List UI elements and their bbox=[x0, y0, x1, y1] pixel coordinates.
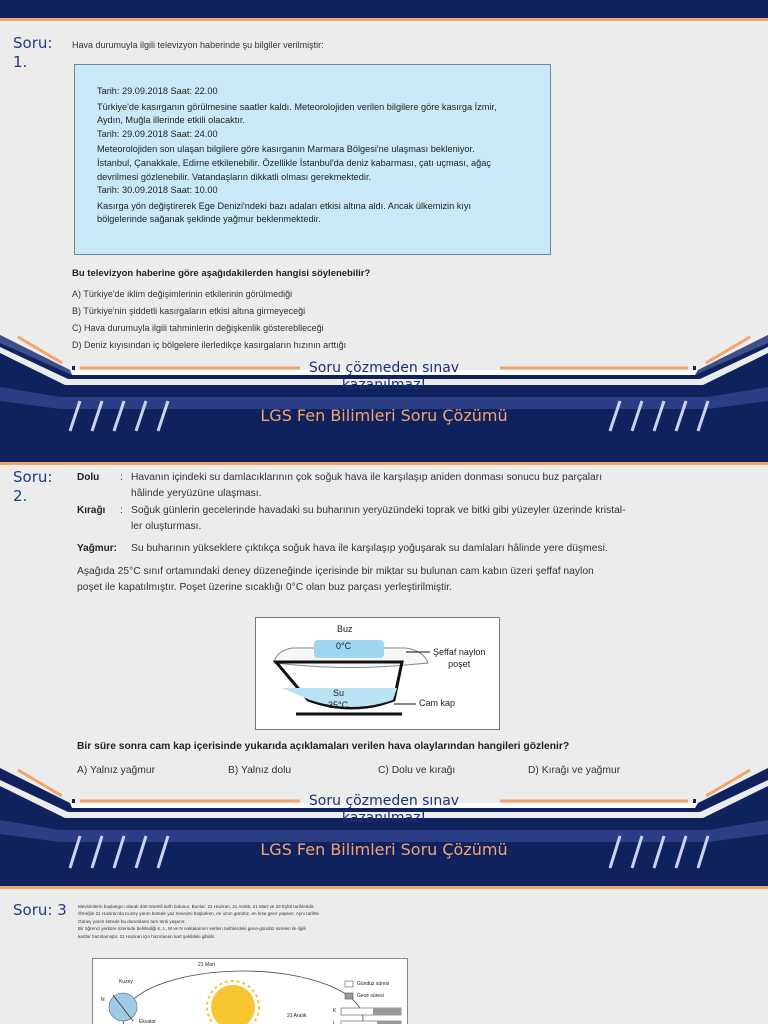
footer-slogan-line1: Soru çözmeden sınav bbox=[308, 793, 460, 809]
orbit-illustration bbox=[93, 959, 409, 1024]
slide-top-bar bbox=[0, 0, 768, 18]
question-2-label: Soru: 2. bbox=[13, 468, 53, 505]
footer-decoration bbox=[0, 768, 768, 886]
mart-label: 21 Mart bbox=[198, 962, 215, 968]
kuzey-label: Kuzey bbox=[119, 979, 133, 985]
earth-orbit-figure bbox=[92, 958, 408, 1024]
option-c[interactable]: C) Dolu ve kırağı bbox=[378, 765, 456, 776]
question-1-prompt: Bu televizyon haberine göre aşağıdakilerden hangisi söylenebilir? bbox=[72, 268, 371, 279]
news-line: devrilmesi gözlenebilir. Vatandaşların dikkatli olması gerekmektedir. bbox=[97, 171, 372, 182]
option-d[interactable]: D) Kırağı ve yağmur bbox=[528, 765, 621, 776]
slide-question-1 bbox=[0, 0, 768, 450]
news-line: Türkiye'de kasırganın görülmesine saatler kaldı. Meteorolojiden verilen bilgilere göre kasırga İzmir, bbox=[97, 101, 497, 112]
definition-line: ler oluşturması. bbox=[131, 521, 202, 532]
footer-title: LGS Fen Bilimleri Soru Çözümü bbox=[260, 840, 508, 859]
k-label: K bbox=[333, 1008, 337, 1014]
option-b[interactable]: B) Türkiye'nin şiddetli kasırgaların etkisi altına girmeyeceği bbox=[72, 306, 306, 316]
option-b[interactable]: B) Yalnız dolu bbox=[228, 765, 292, 776]
water-temp-label: 35°C bbox=[328, 700, 349, 710]
question-3-label: Soru: 3 bbox=[13, 901, 67, 919]
gunduz-legend: Gündüz süresi bbox=[357, 981, 390, 987]
question-1-label: Soru: 1. bbox=[13, 34, 53, 71]
description-line: Aşağıda 25°C sınıf ortamındaki deney düzeneğinde içerisinde bir miktar su bulunan cam kabın üzeri şeffaf naylon bbox=[77, 566, 594, 577]
option-a[interactable]: A) Yalnız yağmur bbox=[77, 765, 156, 776]
slide-question-3 bbox=[0, 886, 768, 1024]
footer-slogan-line2: kazanılmaz! bbox=[341, 377, 427, 393]
footer-slogan-line2: kazanılmaz! bbox=[341, 810, 427, 826]
question-3-text bbox=[78, 903, 418, 940]
definition-line: Havanın içindeki su damlacıklarının çok soğuk hava ile karşılaşıp aniden donması sonucu buz parçaları bbox=[131, 472, 603, 483]
experiment-figure bbox=[255, 617, 500, 730]
glass-label: Cam kap bbox=[419, 698, 456, 708]
term-yagmur: Yağmur: bbox=[77, 543, 118, 554]
term-kiragi: Kırağı bbox=[77, 505, 106, 516]
definition-kiragi bbox=[131, 503, 626, 535]
text-line: kartlar hazırlamıştır. 21 Haziran için hazırlanan kart şekildeki gibidir. bbox=[78, 933, 216, 939]
option-d[interactable]: D) Deniz kıyısından iç bölgelere ilerledikçe kasırgaların hızının arttığı bbox=[72, 340, 347, 350]
slide-footer bbox=[0, 335, 768, 450]
n-label: N bbox=[101, 997, 105, 1003]
footer-slogan-line1: Soru çözmeden sınav bbox=[308, 360, 460, 376]
nylon-label-line: poşet bbox=[448, 659, 471, 669]
definition-line: Soğuk günlerin gecelerinde havadaki su buharının yeryüzündeki toprak ve bitki gibi yüzeyler üzerinde kristal- bbox=[131, 505, 626, 516]
slide-footer bbox=[0, 768, 768, 883]
text-line: Örneğin 21 Haziran'da Kuzey yarım kürede yaz mevsimi başlarken, en uzun gündüz, en kısa gece yaşanır. Aynı tarihte bbox=[78, 911, 320, 917]
news-line: bölgelerinde sağanak şeklinde yağmur beklenmektedir. bbox=[97, 214, 321, 225]
news-line: Meteorolojiden son ulaşan bilgilere göre kasırganın Marmara Bölgesi'ne ulaşması bekleniyor. bbox=[97, 144, 475, 155]
term-kiragi-colon: : bbox=[120, 505, 123, 516]
news-line: Aydın, Muğla illerinde etkili olacaktır. bbox=[97, 115, 245, 126]
option-a[interactable]: A) Türkiye'de iklim değişimlerinin etkilerinin görülmediği bbox=[72, 289, 293, 299]
nylon-label-line: Şeffaf naylon bbox=[433, 647, 486, 657]
aralik-label: 21 Aralık bbox=[287, 1013, 307, 1019]
news-line: Tarih: 30.09.2018 Saat: 10.00 bbox=[97, 185, 218, 196]
slide-top-bar bbox=[0, 450, 768, 462]
question-2-prompt: Bir süre sonra cam kap içerisinde yukarıda açıklamaları verilen hava olaylarından hangileri gözlenir? bbox=[77, 741, 570, 752]
definition-line: hâlinde yeryüzüne ulaşması. bbox=[131, 488, 262, 499]
ice-label: Buz bbox=[337, 624, 353, 634]
option-c[interactable]: C) Hava durumuyla ilgili tahminlerin değişkenlik göstereblleceği bbox=[72, 323, 324, 333]
ice-temp-label: 0°C bbox=[336, 641, 352, 651]
slide-question-2 bbox=[0, 450, 768, 886]
nylon-label bbox=[433, 646, 485, 670]
text-line: Mevsimlerin başlangıcı olarak dört önemli tarih bulunur. Bunlar; 21 Haziran, 21 Aralık, 21 Mart ve 23 Eylül tarihleridir. bbox=[78, 904, 315, 909]
ekvator-label: Ekvator bbox=[139, 1019, 156, 1024]
gece-legend: Gece süresi bbox=[357, 993, 384, 999]
definition-dolu bbox=[131, 470, 602, 502]
news-line: Tarih: 29.09.2018 Saat: 22.00 bbox=[97, 86, 218, 96]
news-line: İstanbul, Çanakkale, Edirne etkilenebilir. Özellikle İstanbul'da deniz kabarması, çatı uçması, ağaç bbox=[97, 157, 491, 168]
description-line: poşet ile kapatılmıştır. Poşet üzerine sıcaklığı 0°C olan buz parçası yerleştirilmiştir. bbox=[77, 582, 452, 593]
news-info-box bbox=[74, 64, 551, 255]
text-line: Güney yarım kürede bu durumların tam tersi yaşanır. bbox=[78, 918, 186, 924]
experiment-description bbox=[77, 564, 594, 596]
news-line: Tarih: 29.09.2018 Saat: 24.00 bbox=[97, 128, 218, 139]
news-line: Kasırga yön değiştirerek Ege Denizi'ndeki bazı adaları etkisi altına aldı. Ancak ülkemizin kıyı bbox=[97, 200, 472, 211]
term-dolu-colon: : bbox=[120, 472, 123, 483]
glass-container-illustration bbox=[256, 618, 501, 731]
footer-title: LGS Fen Bilimleri Soru Çözümü bbox=[260, 406, 508, 425]
term-dolu: Dolu bbox=[77, 472, 100, 483]
l-label: L bbox=[333, 1021, 336, 1024]
definition-yagmur: Su buharının yükseklere çıktıkça soğuk hava ile karşılaşıp yoğuşarak su damlaları hâlinde yere düşmesi. bbox=[131, 543, 608, 554]
question-1-intro: Hava durumuyla ilgili televizyon haberinde şu bilgiler verilmiştir: bbox=[72, 40, 324, 50]
text-line: Bir öğrenci yerküre üzerinde belirlediği K, L, M ve N noktalarının verilen tarihlerdeki gece-gündüz süreleri ile ilgili bbox=[78, 926, 306, 932]
water-label: Su bbox=[333, 688, 345, 698]
